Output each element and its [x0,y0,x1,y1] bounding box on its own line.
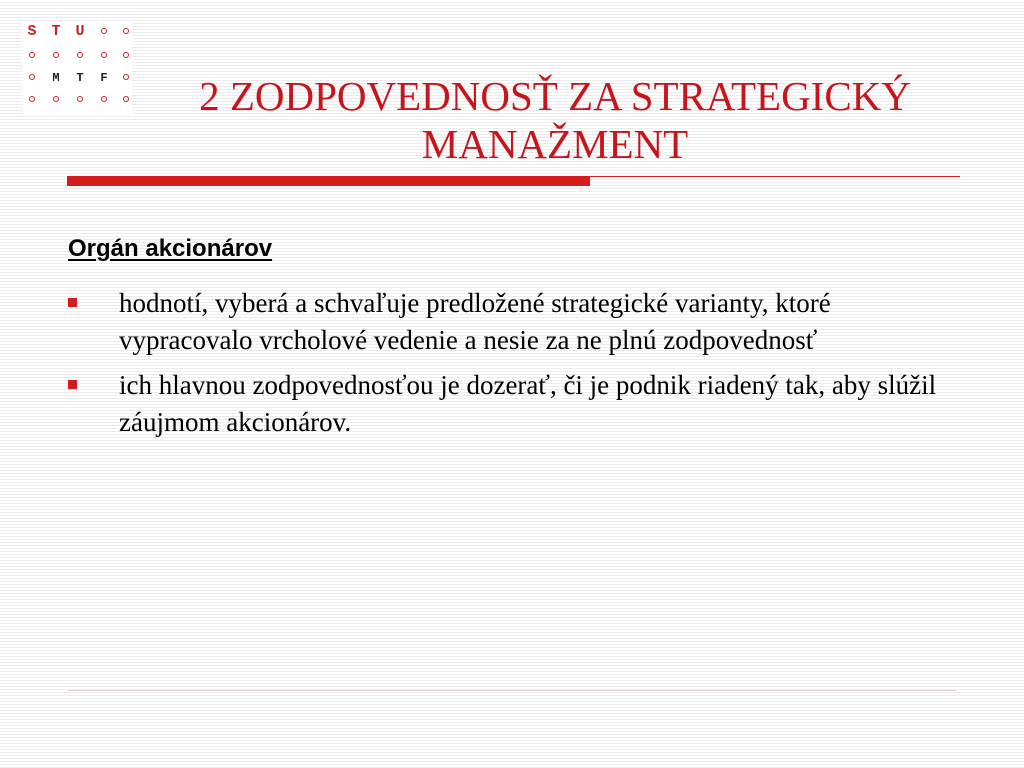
logo-row [22,22,132,42]
logo-dot [116,22,136,42]
logo-row [22,46,132,66]
bullet-item [68,285,968,359]
slide-title-line1: 2 ZODPOVEDNOSŤ ZA STRATEGICKÝ [199,73,911,119]
logo-dot [46,90,66,110]
bullet-text: hodnotí, vyberá a schvaľuje predložené strategické varianty, ktoré vypracovalo vrcholové vedenie a nesie za ne plnú zodpovednosť [119,288,831,355]
logo-dot [46,46,66,66]
logo-letter: F [100,71,108,85]
title-divider-thick [67,176,590,186]
logo-dot [94,22,114,42]
logo-dot [22,46,42,66]
slide-title-line2: MANAŽMENT [421,121,689,167]
bullet-item [68,367,968,441]
logo-dot [116,46,136,66]
logo-row [22,90,132,110]
logo-dot [70,90,90,110]
logo-dot [22,68,42,88]
square-bullet-icon [68,298,77,307]
bullet-text: ich hlavnou zodpovednosťou je dozerať, či je podnik riadený tak, aby slúžil záujmom akcionárov. [119,370,937,437]
logo-row [22,68,132,88]
bullet-list [68,285,968,449]
logo-letter: T [51,23,61,40]
logo-letter: M [52,71,60,85]
logo-letter: S [27,23,37,40]
title-divider-thin [590,176,960,177]
square-bullet-icon [68,380,77,389]
logo-letter: T [76,71,84,85]
footer-divider [68,690,956,691]
stu-mtf-logo [22,22,132,114]
logo-letter: U [75,23,85,40]
logo-dot [22,90,42,110]
slide-title [120,72,990,168]
logo-dot [70,46,90,66]
section-heading: Orgán akcionárov [68,235,273,262]
logo-dot [94,46,114,66]
logo-dot [94,90,114,110]
